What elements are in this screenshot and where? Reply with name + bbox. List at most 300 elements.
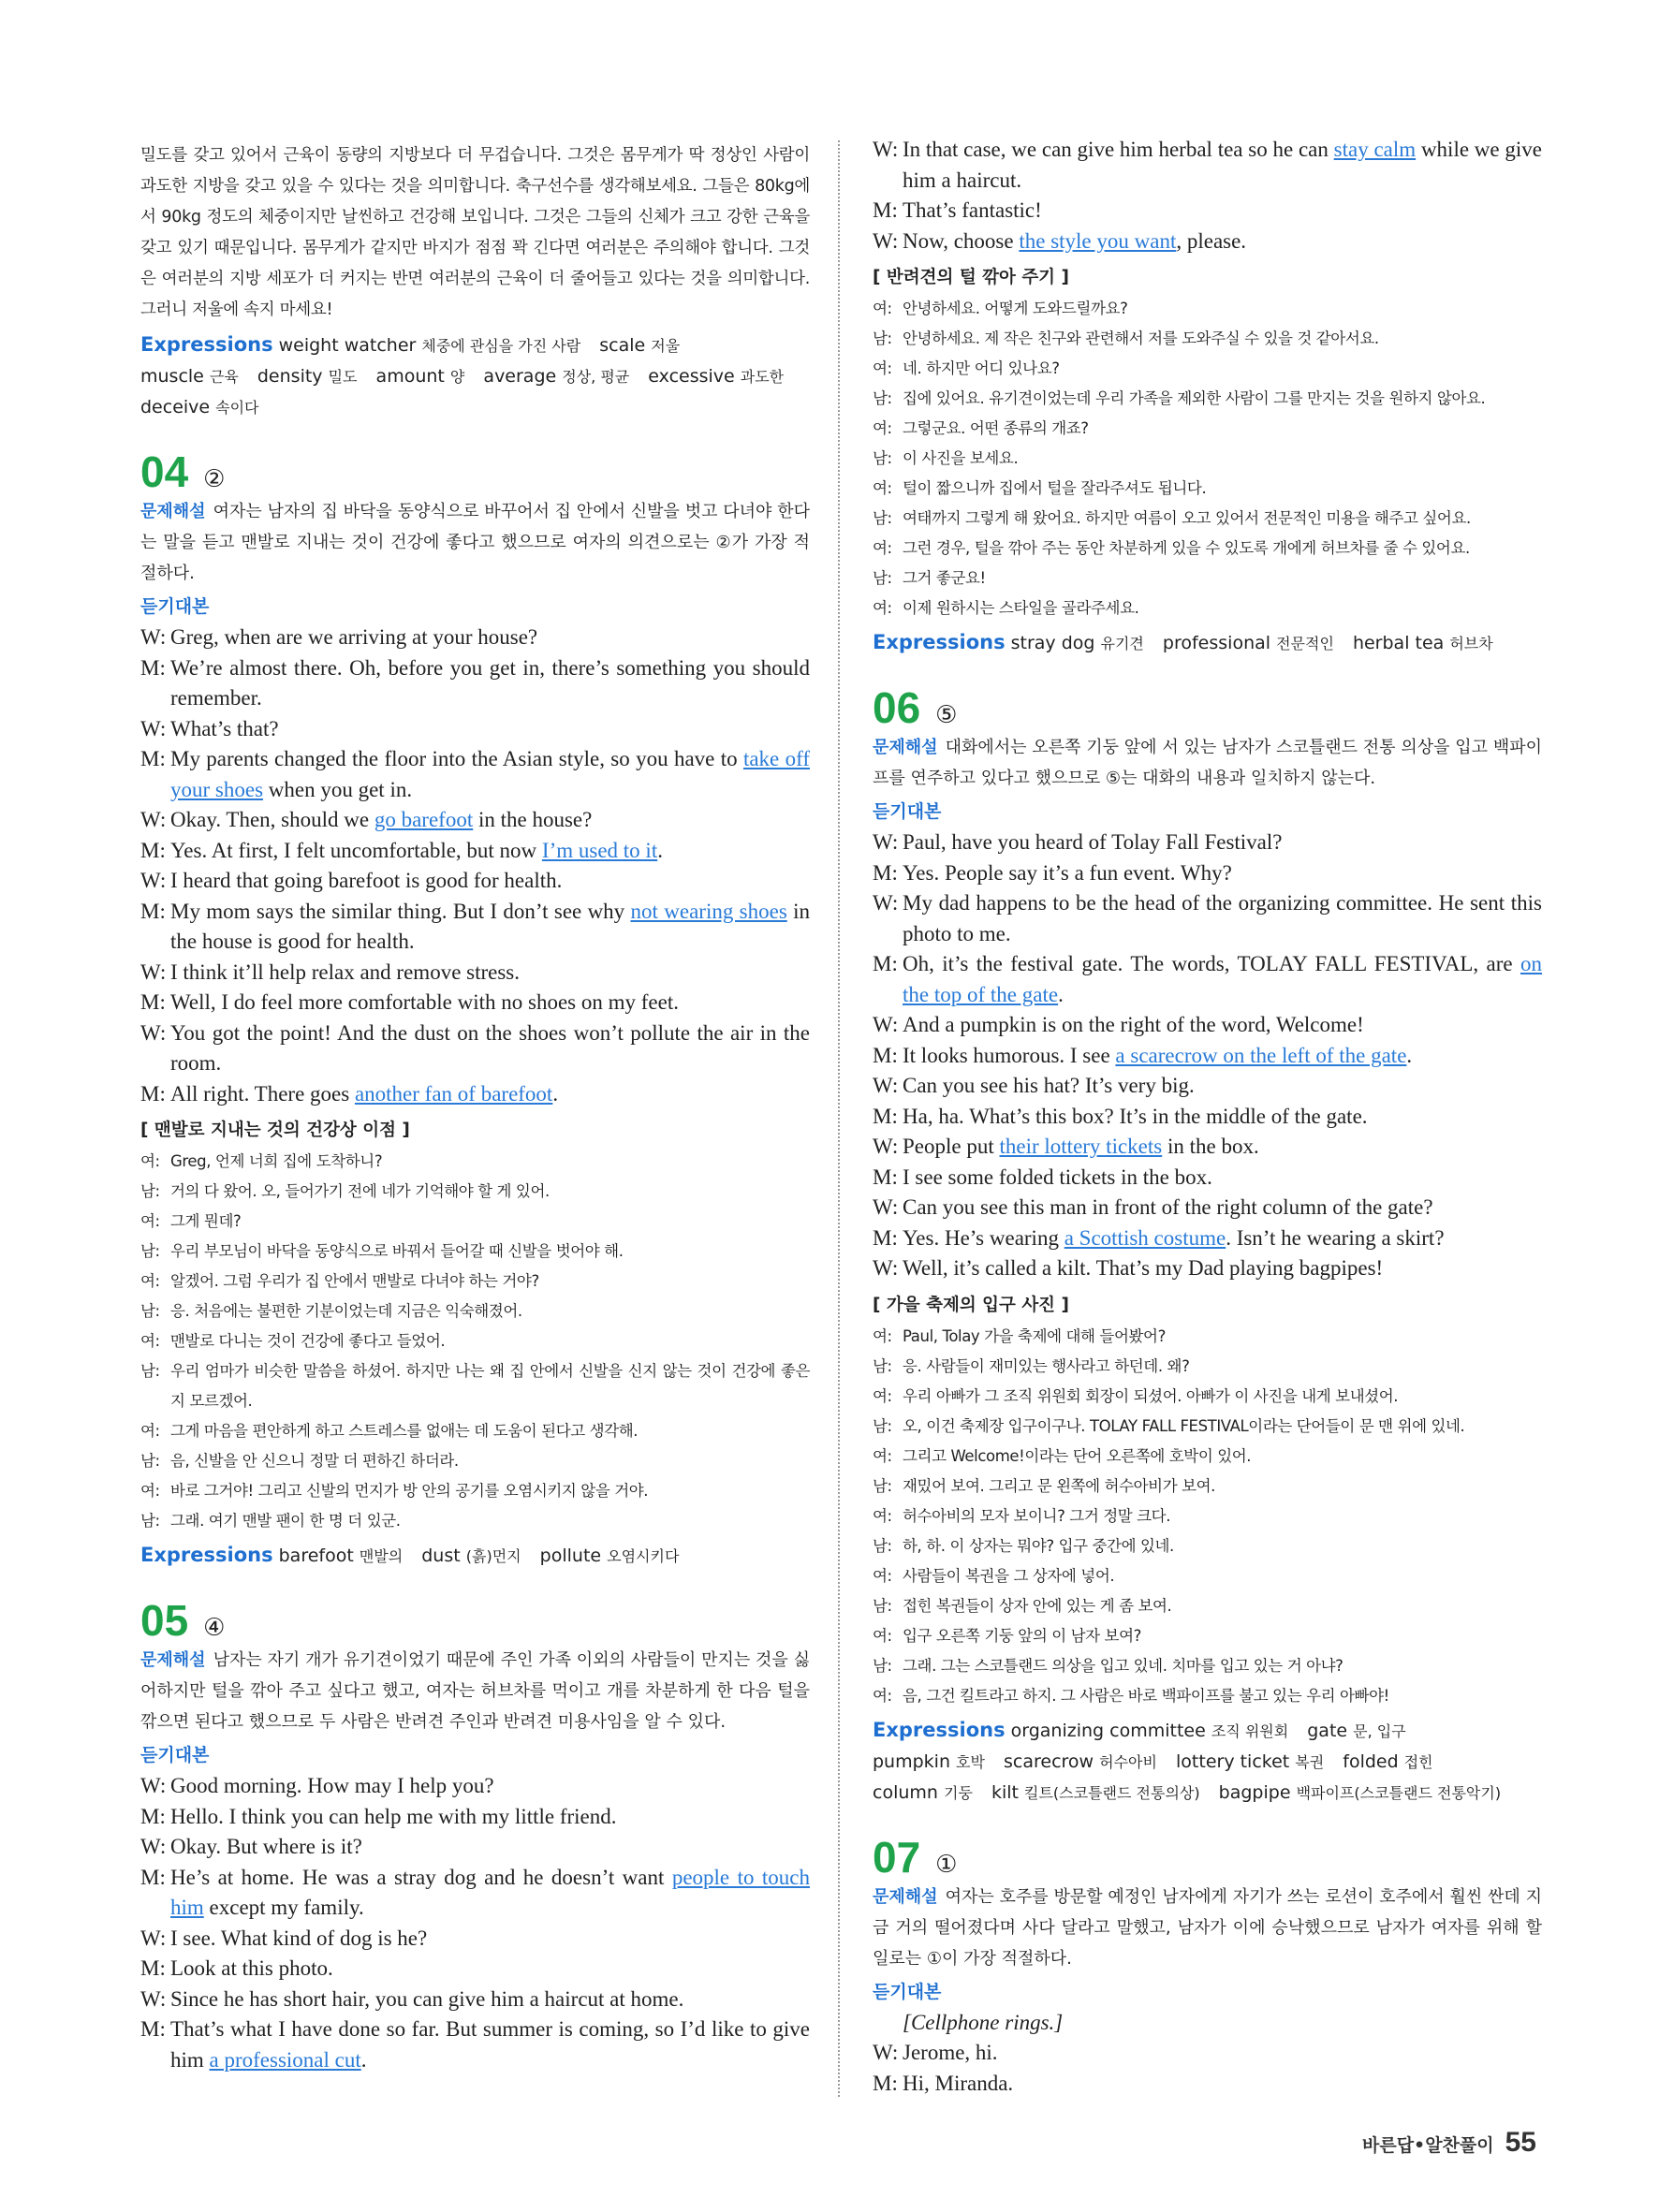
answer-blank: the style you want: [1019, 228, 1177, 253]
expression-word: herbal tea: [1352, 633, 1450, 653]
page-footer: [1362, 2127, 1536, 2159]
speaker-label: W:: [140, 869, 167, 892]
line-text: Well, it’s called a kilt. That’s my Dad playing bagpipes!: [903, 1256, 1384, 1280]
line-text: Hello. I think you can help me with my little friend.: [170, 1804, 617, 1828]
speaker-label: W:: [873, 1074, 899, 1097]
dialogue-line: [873, 1223, 1542, 1254]
line-text: In that case, we can give him herbal tea so he can stay calm while we give him a haircut.: [903, 138, 1542, 192]
expression-term: [279, 1545, 404, 1566]
question-07-header: [873, 1833, 1542, 1882]
line-text: I see. What kind of dog is he?: [170, 1926, 428, 1950]
dialogue-line: [873, 1193, 1542, 1223]
speaker-label: W:: [873, 228, 899, 253]
expression-term: [648, 366, 784, 387]
line-text: 여태까지 그렇게 해 왔어요. 하지만 여름이 오고 있어서 전문적인 미용을 해주고 싶어요.: [903, 509, 1471, 527]
translation-line: [873, 1412, 1542, 1442]
speaker-label: 여:: [873, 1386, 892, 1405]
speaker-label: M:: [140, 1865, 166, 1889]
answer-mark: ②: [203, 465, 226, 493]
expression-meaning: 속이다: [215, 399, 259, 417]
q06-script-label: 듣기대본: [873, 801, 942, 822]
speaker-label: 남:: [140, 1512, 160, 1530]
translation-line: [140, 1326, 810, 1356]
dialogue-line: [140, 958, 810, 989]
expression-meaning: 전문적인: [1276, 635, 1334, 652]
line-text: 입구 오른쪽 기둥 앞의 이 남자 보여?: [903, 1626, 1141, 1645]
dialogue-line: [873, 2069, 1542, 2100]
dialogue-line: [140, 653, 810, 714]
dialogue-line: [140, 836, 810, 867]
expression-meaning: 킬트(스코틀랜드 전통의상): [1024, 1783, 1200, 1802]
expression-word: professional: [1162, 633, 1277, 653]
speaker-label: M:: [873, 2071, 898, 2095]
translation-line: [873, 384, 1542, 414]
dialogue-line: [140, 897, 810, 958]
line-text: I think it’ll help relax and remove stress.: [170, 960, 521, 984]
line-text: 그리고 Welcome!이라는 단어 오른쪽에 호박이 있어.: [903, 1446, 1252, 1465]
line-text: It looks humorous. I see a scarecrow on the left of the gate.: [903, 1043, 1413, 1067]
expression-term: [1307, 1721, 1405, 1741]
expression-word: kilt: [991, 1781, 1025, 1803]
expressions-label: Expressions: [140, 1544, 273, 1566]
translation-line: [873, 534, 1542, 564]
dialogue-line: [873, 2008, 1542, 2039]
line-text: 바로 그거야! 그리고 신발의 먼지가 방 안의 공기를 오염시키지 않을 거야.: [170, 1482, 649, 1500]
speaker-label: 여:: [873, 300, 892, 317]
expression-term: [873, 1782, 973, 1803]
speaker-label: 남:: [873, 569, 892, 587]
line-text: 그게 뭔데?: [170, 1212, 242, 1230]
expression-word: scarecrow: [1004, 1751, 1100, 1772]
speaker-label: 여:: [873, 419, 892, 437]
expression-term: [873, 1751, 985, 1772]
expression-meaning: 오염시키다: [607, 1547, 680, 1565]
speaker-label: 여:: [873, 1506, 892, 1525]
speaker-label: W:: [140, 1926, 167, 1950]
dialogue-line: [873, 888, 1542, 949]
column-divider: [838, 140, 840, 2097]
line-text: 그래. 그는 스코틀랜드 의상을 입고 있네. 치마를 입고 있는 거 아냐?: [903, 1656, 1343, 1675]
line-text: 이 사진을 보세요.: [903, 449, 1019, 467]
line-text: Yes. He’s wearing a Scottish costume. Isn’t he wearing a skirt?: [903, 1225, 1445, 1250]
speaker-label: W:: [140, 960, 167, 984]
dialogue-line: [140, 1018, 810, 1079]
line-text: Oh, it’s the festival gate. The words, TOLAY FALL FESTIVAL, are on the top of the gate.: [903, 952, 1542, 1006]
speaker-label: M:: [873, 1225, 898, 1250]
expression-meaning: 허브차: [1449, 635, 1493, 652]
speaker-label: 여:: [873, 1686, 892, 1705]
expression-meaning: 유기견: [1100, 635, 1144, 652]
speaker-label: W:: [140, 1986, 167, 2011]
expression-meaning: 정상, 평균: [562, 368, 630, 386]
expression-term: [140, 366, 239, 387]
translation-line: [140, 1416, 810, 1446]
translation-line: [873, 1621, 1542, 1651]
expression-term: [540, 1545, 680, 1566]
q04-script-label: 듣기대본: [140, 596, 210, 617]
dialogue-line: [873, 949, 1542, 1010]
expression-meaning: 문, 입구: [1353, 1721, 1406, 1740]
speaker-label: 남:: [873, 389, 892, 407]
speaker-label: 남:: [140, 1242, 160, 1260]
translation-line: [873, 474, 1542, 504]
dialogue-line: [140, 1771, 810, 1802]
translation-line: [873, 1442, 1542, 1472]
dialogue-line: [873, 858, 1542, 889]
q05-translation-title: [ 반려견의 털 깎아 주기 ]: [873, 268, 1069, 287]
line-text: Paul, have you heard of Tolay Fall Festival?: [903, 830, 1283, 854]
line-text: 안녕하세요. 어떻게 도와드릴까요?: [903, 300, 1128, 317]
expression-meaning: 양: [449, 368, 465, 386]
speaker-label: W:: [873, 1013, 899, 1036]
expression-term: [1353, 633, 1493, 653]
line-text: Jerome, hi.: [903, 2041, 998, 2064]
translation-line: [140, 1267, 810, 1296]
expression-term: [140, 397, 259, 417]
speaker-label: M:: [140, 1804, 166, 1828]
translation-line: [873, 1502, 1542, 1531]
expression-meaning: 저울: [651, 337, 681, 355]
dialogue-line: [140, 1924, 810, 1955]
speaker-label: M:: [140, 990, 166, 1014]
expression-word: density: [257, 366, 329, 387]
q05-dialogue-continued: [873, 135, 1542, 256]
expression-term: [599, 335, 680, 356]
speaker-label: 남:: [873, 1476, 892, 1495]
speaker-label: 여:: [140, 1482, 160, 1500]
expression-term: [1343, 1751, 1432, 1772]
speaker-label: 여:: [873, 1446, 892, 1465]
expression-word: deceive: [140, 397, 216, 417]
line-text: 재밌어 보여. 그리고 문 왼쪽에 허수아비가 보여.: [903, 1476, 1216, 1495]
speaker-label: W:: [140, 1774, 167, 1797]
speaker-label: M:: [873, 198, 898, 222]
expressions-label: Expressions: [140, 333, 273, 356]
q05-script-label: 듣기대본: [140, 1745, 210, 1765]
speaker-label: 남:: [873, 1596, 892, 1615]
expression-meaning: 복권: [1295, 1752, 1325, 1771]
speaker-label: 남:: [873, 1356, 892, 1375]
line-text: 응. 처음에는 불편한 기분이었는데 지금은 익숙해졌어.: [170, 1302, 522, 1320]
speaker-label: W:: [873, 1135, 899, 1158]
line-text: 접힌 복권들이 상자 안에 있는 게 좀 보여.: [903, 1596, 1172, 1615]
line-text: Well, I do feel more comfortable with no shoes on my feet.: [170, 990, 679, 1014]
line-text: All right. There goes another fan of barefoot.: [170, 1081, 559, 1106]
translation-line: [873, 1591, 1542, 1621]
speaker-label: 남:: [140, 1182, 160, 1200]
line-text: What’s that?: [170, 716, 279, 740]
translation-line: [873, 564, 1542, 593]
line-text: 안녕하세요. 제 작은 친구와 관련해서 저를 도와주실 수 있을 것 같아서요.: [903, 330, 1379, 347]
q07-script-label: 듣기대본: [873, 1981, 942, 2002]
answer-blank: go barefoot: [374, 808, 474, 831]
line-text: My mom says the similar thing. But I don’t see why not wearing shoes in the house is good for health.: [170, 899, 811, 953]
dialogue-line: [140, 2014, 810, 2075]
dialogue-line: [873, 1253, 1542, 1284]
expression-meaning: 백파이프(스코틀랜드 전통악기): [1296, 1783, 1502, 1802]
translation-line: [873, 354, 1542, 384]
explanation-label: 문제해설: [873, 738, 938, 757]
expressions-label: Expressions: [873, 1718, 1006, 1741]
dialogue-line: [873, 196, 1542, 227]
question-06-header: [873, 683, 1542, 732]
answer-blank: a professional cut: [209, 2047, 361, 2072]
line-text: Can you see this man in front of the right column of the gate?: [903, 1195, 1433, 1219]
dialogue-line: [140, 1985, 810, 2015]
line-text: Good morning. How may I help you?: [170, 1774, 494, 1797]
speaker-label: M:: [873, 1104, 898, 1128]
expression-term: [1219, 1782, 1501, 1803]
q04-dialogue: [140, 623, 810, 1109]
q04-expressions: [140, 1540, 810, 1572]
line-text: Hi, Miranda.: [903, 2071, 1014, 2095]
line-text: 음, 그건 킬트라고 하지. 그 사람은 바로 백파이프를 불고 있는 우리 아빠야!: [903, 1686, 1389, 1705]
expression-term: [1011, 633, 1144, 653]
speaker-label: M:: [873, 860, 898, 885]
line-text: 그게 마음을 편안하게 하고 스트레스를 없애는 데 도움이 된다고 생각해.: [170, 1422, 639, 1440]
expression-term: [421, 1545, 521, 1566]
answer-blank: on the top of the gate: [903, 952, 1542, 1006]
expression-word: muscle: [140, 366, 210, 387]
speaker-label: 여:: [873, 539, 892, 557]
line-text: 음, 신발을 안 신으니 정말 더 편하긴 하더라.: [170, 1452, 459, 1470]
answer-blank: stay calm: [1333, 138, 1417, 161]
speaker-label: M:: [873, 952, 898, 975]
dialogue-line: [140, 1079, 810, 1110]
speaker-label: M:: [873, 1165, 898, 1189]
speaker-label: 여:: [873, 359, 892, 377]
speaker-label: M:: [140, 655, 166, 680]
translation-line: [873, 1681, 1542, 1711]
translation-line: [873, 593, 1542, 623]
intro-expressions: [140, 330, 810, 423]
translation-line: [140, 1356, 810, 1416]
speaker-label: 여:: [140, 1332, 160, 1350]
line-text: 거의 다 왔어. 오, 들어가기 전에 네가 기억해야 할 게 있어.: [170, 1182, 550, 1200]
translation-line: [873, 294, 1542, 324]
expression-word: lottery ticket: [1176, 1751, 1296, 1772]
speaker-label: 남:: [873, 449, 892, 467]
question-number: 04: [140, 447, 189, 496]
speaker-label: W:: [873, 891, 899, 915]
line-text: 응. 사람들이 재미있는 행사라고 하던데. 왜?: [903, 1356, 1190, 1375]
answer-mark: ④: [203, 1614, 226, 1642]
answer-blank: another fan of barefoot: [354, 1081, 553, 1106]
speaker-label: M:: [140, 1081, 166, 1106]
q06-dialogue: [873, 828, 1542, 1284]
answer-mark: ①: [935, 1850, 958, 1879]
expression-word: average: [483, 366, 563, 387]
expression-word: organizing committee: [1010, 1720, 1211, 1741]
speaker-label: 여:: [140, 1212, 160, 1230]
line-text: That’s fantastic!: [903, 198, 1042, 222]
translation-line: [873, 1352, 1542, 1382]
dialogue-line: [140, 1802, 810, 1833]
q07-explanation: 문제해설 여자는 호주를 방문할 예정인 남자에게 자기가 쓰는 로션이 호주에서 훨씬 싼데 지금 거의 떨어졌다며 사다 달라고 말했고, 남자가 이에 승낙했으므로 남자가 여자를 위해 할 일로는 ①이 가장 적절하다.: [873, 1886, 1542, 1969]
dialogue-line: [873, 1071, 1542, 1102]
line-text: Yes. At first, I felt uncomfortable, but now I’m used to it.: [170, 838, 663, 862]
speaker-label: M:: [140, 2017, 166, 2041]
q06-expressions: [873, 1715, 1542, 1809]
line-text: I heard that going barefoot is good for health.: [170, 869, 563, 892]
answer-blank: not wearing shoes: [630, 899, 787, 923]
q04-translation-title: [ 맨발로 지내는 것의 건강상 이점 ]: [140, 1121, 410, 1140]
speaker-label: 여:: [873, 1326, 892, 1345]
speaker-label: M:: [140, 1956, 166, 1980]
expression-term: [1011, 1721, 1289, 1741]
translation-line: [873, 1531, 1542, 1561]
explanation-label: 문제해설: [140, 1650, 206, 1670]
line-text: 하, 하. 이 상자는 뭐야? 입구 중간에 있네.: [903, 1536, 1174, 1555]
speaker-label: 여:: [873, 599, 892, 617]
dialogue-line: [873, 1163, 1542, 1194]
line-text: Greg, when are we arriving at your house?: [170, 625, 538, 649]
line-text: People put their lottery tickets in the box.: [903, 1135, 1259, 1158]
speaker-label: W:: [140, 808, 167, 831]
line-text: [Cellphone rings.]: [903, 2010, 1064, 2034]
q05-explanation: 문제해설 남자는 자기 개가 유기견이었기 때문에 주인 가족 이외의 사람들이 만지는 것을 싫어하지만 털을 깎아 주고 싶다고 했고, 여자는 허브차를 먹이고 개를 차분하게 한 다음 털을 깎으면 된다고 했으므로 두 사람은 반려견 주인과 반려견 미용사임을 알 수 있다.: [140, 1650, 810, 1732]
expression-word: column: [873, 1781, 944, 1803]
q06-explanation: 문제해설 대화에서는 오른쪽 기둥 앞에 서 있는 남자가 스코틀랜드 전통 의상을 입고 백파이프를 연주하고 있다고 했으므로 ⑤는 대화의 내용과 일치하지 않는다.: [873, 738, 1542, 788]
speaker-label: W:: [140, 625, 167, 649]
dialogue-line: [140, 805, 810, 836]
translation-line: [873, 1322, 1542, 1352]
question-number: 06: [873, 683, 921, 732]
line-text: I see some folded tickets in the box.: [903, 1165, 1212, 1189]
speaker-label: 남:: [873, 330, 892, 347]
expression-word: stray dog: [1010, 633, 1101, 653]
expression-meaning: 체중에 관심을 가진 사람: [421, 337, 581, 355]
line-text: 알겠어. 그럼 우리가 집 안에서 맨발로 다녀야 하는 거야?: [170, 1272, 539, 1290]
expression-term: [257, 366, 358, 387]
speaker-label: 남:: [873, 509, 892, 527]
answer-mark: ⑤: [935, 701, 958, 729]
speaker-label: W:: [873, 830, 899, 854]
intro-paragraph: 밀도를 갖고 있어서 근육이 동량의 지방보다 더 무겁습니다. 그것은 몸무게가 딱 정상인 사람이 과도한 지방을 갖고 있을 수 있다는 것을 의미합니다. 축구선수를 생각해보세요. 그들은 80kg에서 90kg 정도의 체중이지만 날씬하고 건강해 보입니다. 그것은 그들의 신체가 크고 강한 근육을 갖고 있기 때문입니다. 몸무게가 같지만 바지가 점점 꽉 긴다면 여러분은 주의해야 합니다. 그것은 여러분의 지방 세포가 더 커지는 반면 여러분의 근육이 더 줄어들고 있다는 것을 의미합니다. 그러니 저울에 속지 마세요!: [140, 146, 810, 319]
speaker-label: 여:: [140, 1272, 160, 1290]
line-text: My parents changed the floor into the Asian style, so you have to take off your shoes when you get in.: [170, 747, 810, 801]
expression-term: [279, 335, 581, 356]
expression-term: [991, 1782, 1200, 1803]
speaker-label: W:: [873, 1256, 899, 1280]
line-text: Paul, Tolay 가을 축제에 대해 들어봤어?: [903, 1326, 1166, 1345]
dialogue-line: [873, 227, 1542, 257]
dialogue-line: [140, 714, 810, 745]
dialogue-line: [873, 828, 1542, 858]
expression-meaning: 조직 위원회: [1211, 1721, 1289, 1740]
expression-term: [1004, 1751, 1157, 1772]
speaker-label: W:: [873, 138, 899, 161]
expression-word: weight watcher: [278, 335, 422, 356]
translation-line: [873, 1382, 1542, 1412]
line-text: And a pumpkin is on the right of the word, Welcome!: [903, 1013, 1364, 1036]
q05-dialogue: [140, 1771, 810, 2075]
speaker-label: 남:: [873, 1656, 892, 1675]
speaker-label: 남:: [140, 1302, 160, 1320]
line-text: He’s at home. He was a stray dog and he doesn’t want people to touch him except my family.: [170, 1865, 811, 1919]
line-text: 우리 부모님이 바닥을 동양식으로 바꿔서 들어갈 때 신발을 벗어야 해.: [170, 1242, 624, 1260]
q04-translation: [140, 1147, 810, 1536]
translation-line: [873, 1651, 1542, 1681]
q05-expressions: [873, 627, 1542, 659]
speaker-label: M:: [873, 1043, 898, 1067]
expression-meaning: (흙)먼지: [465, 1547, 521, 1565]
line-text: 오, 이건 축제장 입구이구나. TOLAY FALL FESTIVAL이라는 단어들이 문 맨 위에 있네.: [903, 1416, 1465, 1435]
line-text: Ha, ha. What’s this box? It’s in the middle of the gate.: [903, 1104, 1368, 1128]
expression-term: [1163, 633, 1334, 653]
speaker-label: [873, 2008, 903, 2039]
dialogue-line: [873, 2038, 1542, 2069]
translation-line: [873, 504, 1542, 534]
line-text: 네. 하지만 어디 있나요?: [903, 359, 1060, 377]
dialogue-line: [140, 1832, 810, 1863]
translation-line: [140, 1147, 810, 1177]
answer-blank: I’m used to it: [541, 838, 658, 862]
dialogue-line: [873, 1041, 1542, 1072]
dialogue-line: [873, 1102, 1542, 1133]
expression-word: bagpipe: [1218, 1781, 1297, 1803]
speaker-label: 남:: [873, 1536, 892, 1555]
speaker-label: 남:: [873, 1416, 892, 1435]
line-text: 그거 좋군요!: [903, 569, 986, 587]
expression-meaning: 접힌: [1403, 1752, 1433, 1771]
speaker-label: M:: [140, 747, 166, 770]
dialogue-line: [140, 866, 810, 897]
translation-line: [140, 1476, 810, 1506]
speaker-label: W:: [140, 1020, 167, 1045]
line-text: 그런 경우, 털을 깎아 주는 동안 차분하게 있을 수 있도록 개에게 허브차를 줄 수 있어요.: [903, 539, 1470, 557]
translation-line: [873, 1472, 1542, 1502]
line-text: My dad happens to be the head of the organizing committee. He sent this photo to me.: [903, 891, 1542, 945]
speaker-label: W:: [140, 1835, 167, 1858]
line-text: Greg, 언제 너희 집에 도착하니?: [170, 1152, 383, 1170]
explanation-label: 문제해설: [140, 502, 206, 521]
translation-line: [873, 324, 1542, 354]
expression-term: [1176, 1751, 1324, 1772]
speaker-label: 여:: [873, 1626, 892, 1645]
speaker-label: W:: [873, 1195, 899, 1219]
expression-meaning: 과도한: [740, 368, 785, 386]
line-text: 털이 짧으니까 집에서 털을 잘라주셔도 됩니다.: [903, 479, 1207, 497]
dialogue-line: [140, 623, 810, 653]
dialogue-line: [873, 1010, 1542, 1041]
question-05-header: [140, 1596, 810, 1645]
line-text: Yes. People say it’s a fun event. Why?: [903, 860, 1232, 885]
expression-word: folded: [1343, 1751, 1404, 1772]
expression-meaning: 호박: [956, 1752, 985, 1771]
translation-line: [140, 1177, 810, 1207]
expression-meaning: 기둥: [943, 1783, 973, 1802]
translation-line: [873, 444, 1542, 474]
dialogue-line: [873, 135, 1542, 196]
expression-word: barefoot: [278, 1545, 360, 1566]
speaker-label: 여:: [873, 1566, 892, 1585]
translation-line: [873, 1561, 1542, 1591]
line-text: 그렇군요. 어떤 종류의 개죠?: [903, 419, 1089, 437]
expression-meaning: 허수아비: [1099, 1752, 1157, 1771]
speaker-label: W:: [140, 716, 167, 740]
line-text: Since he has short hair, you can give him a haircut at home.: [170, 1986, 684, 2011]
speaker-label: M:: [140, 838, 166, 862]
answer-blank: people to touch him: [170, 1865, 811, 1919]
line-text: 허수아비의 모자 보이니? 그거 정말 크다.: [903, 1506, 1171, 1525]
dialogue-line: [140, 988, 810, 1018]
page-number: 55: [1505, 2127, 1536, 2158]
expression-term: [483, 366, 629, 387]
speaker-label: 남:: [140, 1452, 160, 1470]
expression-word: dust: [421, 1545, 466, 1566]
speaker-label: 여:: [140, 1422, 160, 1440]
